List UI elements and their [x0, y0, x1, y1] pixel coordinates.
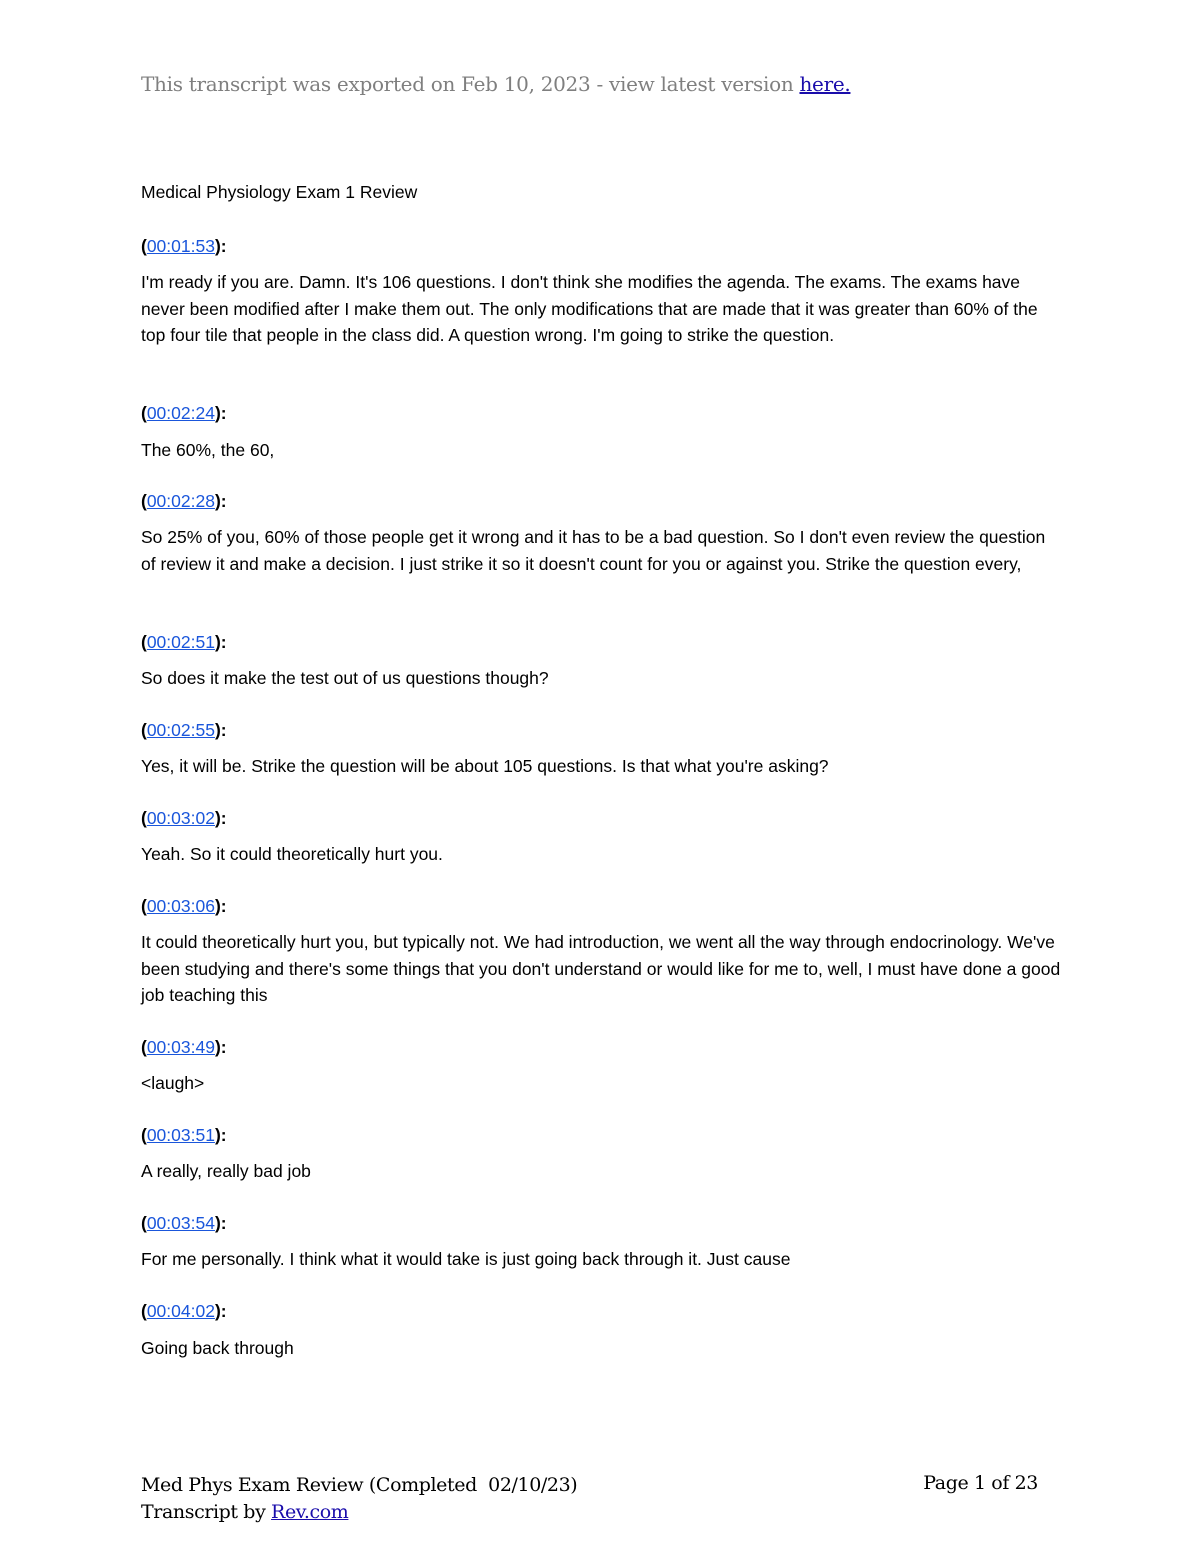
timestamp-heading: (00:04:02): — [141, 1301, 227, 1321]
export-notice — [141, 72, 850, 96]
timestamp-heading: (00:02:51): — [141, 632, 227, 652]
transcript-by-label: Transcript by — [141, 1501, 272, 1523]
timestamp-link[interactable]: 00:01:53 — [146, 236, 215, 256]
timestamp-link[interactable]: 00:02:24 — [146, 403, 215, 423]
timestamp-heading: (00:02:24): — [141, 403, 227, 423]
transcript-text: Yes, it will be. Strike the question will be about 105 questions. Is that what you're asking? — [141, 756, 829, 776]
timestamp-heading: (00:03:02): — [141, 808, 227, 828]
timestamp-link[interactable]: 00:03:06 — [146, 896, 215, 916]
timestamp-heading: (00:03:06): — [141, 896, 227, 916]
timestamp-link[interactable]: 00:03:02 — [146, 808, 215, 828]
timestamp-heading: (00:02:55): — [141, 720, 227, 740]
page-footer — [141, 1472, 577, 1526]
transcript-text: Yeah. So it could theoretically hurt you. — [141, 844, 443, 864]
timestamp-link[interactable]: 00:03:49 — [146, 1037, 215, 1057]
timestamp-heading: (00:01:53): — [141, 236, 227, 256]
export-notice-text: This transcript was exported on Feb 10, 2023 - view latest version — [141, 72, 800, 96]
transcript-text: For me personally. I think what it would take is just going back through it. Just cause — [141, 1249, 791, 1269]
transcript-text: Going back through — [141, 1338, 294, 1358]
timestamp-link[interactable]: 00:02:28 — [146, 491, 215, 511]
timestamp-heading: (00:02:28): — [141, 491, 227, 511]
document-title: Medical Physiology Exam 1 Review — [141, 182, 418, 202]
timestamp-link[interactable]: 00:04:02 — [146, 1301, 215, 1321]
timestamp-link[interactable]: 00:03:54 — [146, 1213, 215, 1233]
footer-document-label: Med Phys Exam Review (Completed 02/10/23) — [141, 1474, 578, 1496]
transcript-text: The 60%, the 60, — [141, 440, 275, 460]
transcript-text: So does it make the test out of us questions though? — [141, 668, 549, 688]
transcript-text: I'm ready if you are. Damn. It's 106 questions. I don't think she modifies the agenda. The exams. The exams have never been modified after I make them out. The only modifications that are made that it was greater than 60% of the top four tile that people in the class did. A question wrong. I'm going to strike the question. — [141, 272, 1038, 345]
footer-transcript-credit — [141, 1499, 577, 1526]
transcript-text: A really, really bad job — [141, 1161, 311, 1181]
rev-link[interactable]: Rev.com — [271, 1501, 349, 1523]
timestamp-heading: (00:03:54): — [141, 1213, 227, 1233]
timestamp-link[interactable]: 00:02:51 — [146, 632, 215, 652]
timestamp-link[interactable]: 00:03:51 — [146, 1125, 215, 1145]
timestamp-link[interactable]: 00:02:55 — [146, 720, 215, 740]
latest-version-link[interactable]: here. — [799, 72, 851, 96]
timestamp-heading: (00:03:49): — [141, 1037, 227, 1057]
page-number: Page 1 of 23 — [923, 1472, 1038, 1494]
transcript-text: It could theoretically hurt you, but typically not. We had introduction, we went all the way through endocrinology. We've been studying and there's some things that you don't understand or would like for me to, well, I must have done a good job teaching this — [141, 932, 1061, 1005]
transcript-text: So 25% of you, 60% of those people get it wrong and it has to be a bad question. So I don't even review the question of review it and make a decision. I just strike it so it doesn't count for you or against you. Strike the question every, — [141, 527, 1046, 574]
transcript-text: <laugh> — [141, 1073, 205, 1093]
timestamp-heading: (00:03:51): — [141, 1125, 227, 1145]
